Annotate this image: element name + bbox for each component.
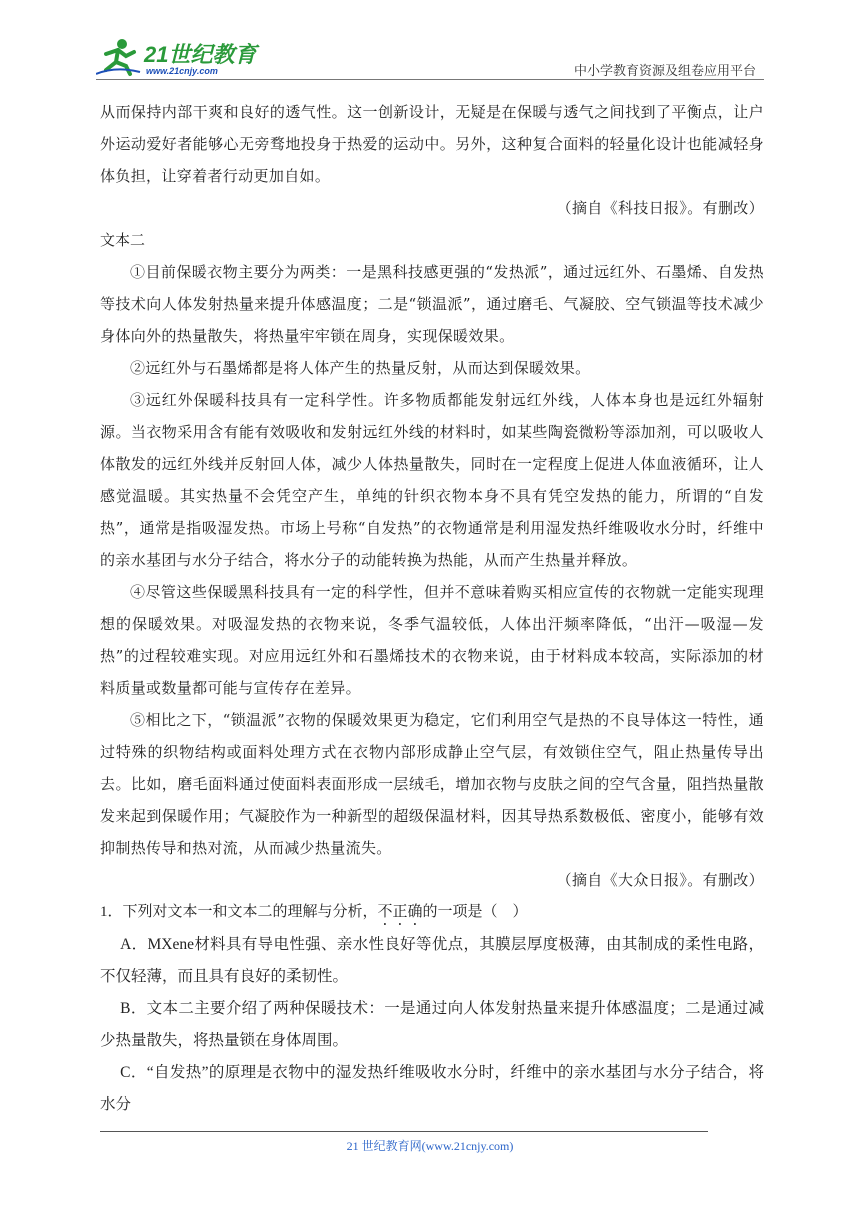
passage2-paragraph-1: ①目前保暖衣物主要分为两类：一是黑科技感更强的“发热派”，通过远红外、石墨烯、自发热等技术向人体发射热量来提升体感温度；二是“锁温派”，通过磨毛、气凝胶、空气锁温等技术减少身体向外的热量散失，将热量牢牢锁在周身，实现保暖效果。 [100, 263, 764, 345]
footer-link[interactable]: 21 世纪教育网(www.21cnjy.com) [346, 1139, 514, 1153]
passage1-paragraph: 从而保持内部干爽和良好的透气性。这一创新设计，无疑是在保暖与透气之间找到了平衡点，让户外运动爱好者能够心无旁骛地投身于热爱的运动中。另外，这种复合面料的轻量化设计也能减轻身体负担，让穿着者行动更加自如。 [100, 103, 764, 185]
page-header [96, 36, 764, 80]
passage2-title: 文本二 [100, 231, 146, 249]
option-c[interactable]: C．“自发热”的原理是衣物中的湿发热纤维吸收水分时，纤维中的亲水基团与水分子结合，将水分 [100, 1064, 764, 1113]
passage2-source: （摘自《大众日报》。有删改） [556, 871, 764, 889]
passage2-paragraph-5: ⑤相比之下，“锁温派”衣物的保暖效果更为稳定，它们利用空气是热的不良导体这一特性，通过特殊的织物结构或面料处理方式在衣物内部形成静止空气层，有效锁住空气，阻止热量传导出去。比如，磨毛面料通过使面料表面形成一层绒毛，增加衣物与皮肤之间的空气含量，阻挡热量散发来起到保暖作用；气凝胶作为一种新型的超级保温材料，因其导热系数极低、密度小，能够有效抑制热传导和热对流，从而减少热量流失。 [100, 711, 764, 857]
question-stem [100, 896, 764, 929]
option-b[interactable]: B．文本二主要介绍了两种保暖技术：一是通过向人体发射热量来提升体感温度；二是通过减少热量散失，将热量锁在身体周围。 [100, 1000, 764, 1049]
passage2-paragraph-2: ②远红外与石墨烯都是将人体产生的热量反射，从而达到保暖效果。 [130, 359, 591, 377]
article-body [100, 96, 764, 1121]
passage2-paragraph-3: ③远红外保暖科技具有一定科学性。许多物质都能发射远红外线，人体本身也是远红外辐射源。当衣物采用含有能有效吸收和发射远红外线的材料时，如某些陶瓷微粉等添加剂，可以吸收人体散发的远红外线并反射回人体，减少人体热量散失，同时在一定程度上促进人体血液循环，让人感觉温暖。其实热量不会凭空产生，单纯的针织衣物本身不具有凭空发热的能力，所谓的“自发热”，通常是指吸湿发热。市场上号称“自发热”的衣物通常是利用湿发热纤维吸收水分时，纤维中的亲水基团与水分子结合，将水分子的动能转换为热能，从而产生热量并释放。 [100, 391, 764, 569]
svg-text:www.21cnjy.com: www.21cnjy.com [146, 66, 218, 76]
question-stem-prefix: 1．下列对文本一和文本二的理解与分析， [100, 904, 378, 920]
passage1-source: （摘自《科技日报》。有删改） [556, 199, 764, 217]
platform-name: 中小学教育资源及组卷应用平台 [573, 64, 756, 79]
option-a[interactable]: A．MXene材料具有导电性强、亲水性良好等优点，其膜层厚度极薄，由其制成的柔性电路，不仅轻薄，而且具有良好的柔韧性。 [100, 936, 764, 985]
passage2-paragraph-4: ④尽管这些保暖黑科技具有一定的科学性，但并不意味着购买相应宣传的衣物就一定能实现理想的保暖效果。对吸湿发热的衣物来说，冬季气温较低，人体出汗频率降低，“出汗—吸湿—发热”的过程较难实现。对应用远红外和石墨烯技术的衣物来说，由于材料成本较高，实际添加的材料质量或数量都可能与宣传存在差异。 [100, 583, 764, 697]
question-stem-suffix: 的一项是（ ） [422, 904, 528, 920]
site-logo[interactable] [96, 36, 266, 78]
footer-divider [100, 1131, 708, 1132]
running-man-logo-icon [96, 36, 266, 78]
question-stem-emphasis: 不正确 [377, 904, 423, 920]
header-divider [96, 79, 764, 80]
svg-text:21世纪教育: 21世纪教育 [144, 42, 257, 67]
